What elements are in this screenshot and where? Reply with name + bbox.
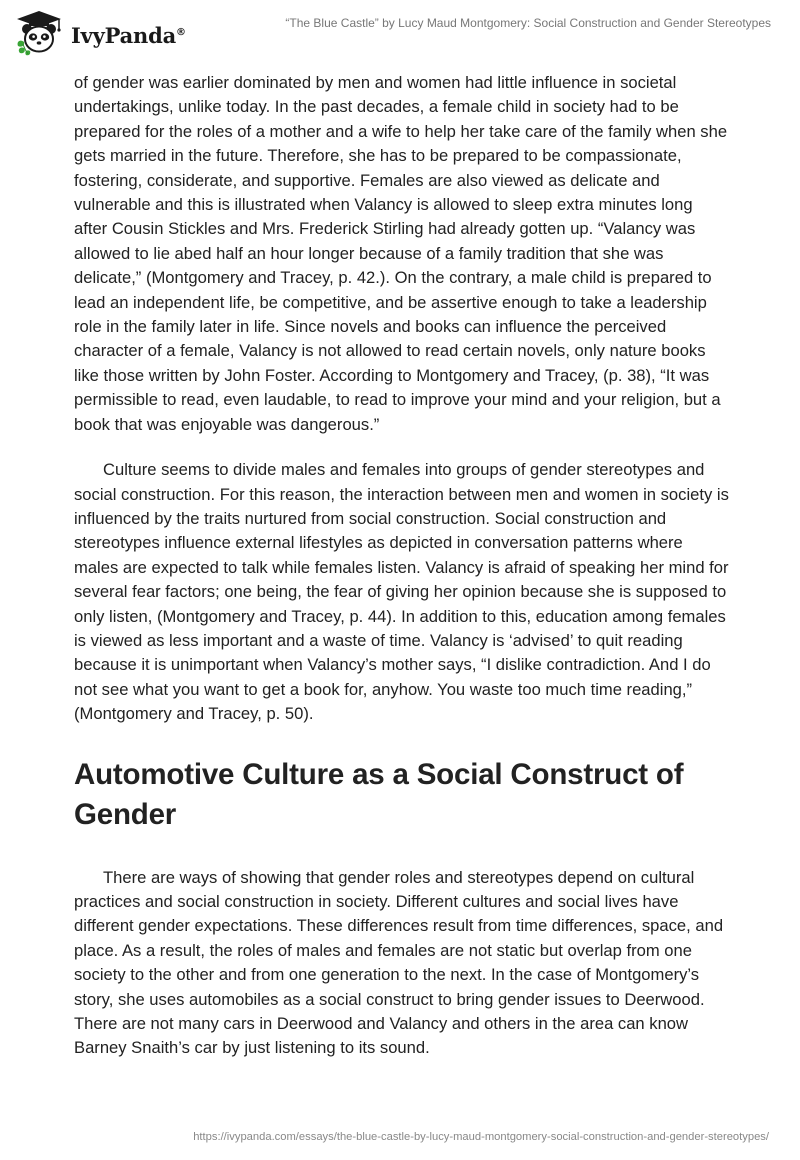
registered-mark: ® [176, 26, 186, 38]
page-header [0, 0, 800, 62]
body-paragraph: of gender was earlier dominated by men and women had little influence in societal undertakings, unlike today. In the past decades, a female child in society had to be prepared for the roles of a mother and a wife to help her take care of the family when she gets married in the future. Therefore, she has to be prepared to be compassionate, fostering, considerate, and supportive. Females are also viewed as delicate and vulnerable and this is illustrated when Valancy is allowed to sleep extra minutes long after Cousin Stickles and Mrs. Frederick Stirling had already gotten up. “Valancy was allowed to lie abed half an hour longer because of a family tradition that she was delicate,” (Montgomery and Tracey, p. 42.). On the contrary, a male child is prepared to lead an independent life, be competitive, and be assertive enough to take a leadership role in the family later in life. Since novels and books can influence the perceived character of a female, Valancy is not allowed to read certain novels, only nature books like those written by John Foster. According to Montgomery and Tracey, (p. 38), “It was permissible to read, even laudable, to read to improve your mind and your religion, but a book that was enjoyable was dangerous.” [74, 73, 728, 434]
essay-body [74, 71, 730, 1061]
body-paragraph: Culture seems to divide males and females into groups of gender stereotypes and social construction. For this reason, the interaction between men and women in society is influenced by the traits nurtured from social construction. Social construction and stereotypes influence external lifestyles as depicted in conversation patterns where males are expected to talk while females listen. Valancy is afraid of speaking her mind for several fear factors; one being, the fear of giving her opinion because she is supposed to only listen, (Montgomery and Tracey, p. 44). In addition to this, education among females is viewed as less important and a waste of time. Valancy is ‘advised’ to quit reading because it is unimportant when Valancy’s mother says, “I dislike contradiction. And I do not see what you want to get a book for, anyhow. You waste too much time reading,” (Montgomery and Tracey, p. 50). [74, 460, 729, 724]
source-url-link[interactable]: https://ivypanda.com/essays/the-blue-castle-by-lucy-maud-montgomery-social-construction-and-gender-stereotypes/ [193, 1131, 769, 1143]
section-heading: Automotive Culture as a Social Construct of Gender [74, 757, 684, 831]
panda-mascot-icon [14, 8, 64, 58]
body-paragraph: There are ways of showing that gender roles and stereotypes depend on cultural practices and social construction in society. Different cultures and social lives have different gender expectations. These differences result from time differences, space, and place. As a result, the roles of males and females are not static but overlap from one society to the other and from one generation to the next. In the case of Montgomery’s story, she uses automobiles as a social construct to bring gender issues to Deerwood. There are not many cars in Deerwood and Valancy and others in the area can know Barney Snaith’s car by just listening to its sound. [74, 867, 724, 1058]
ivypanda-logo[interactable] [14, 8, 186, 58]
document-title: “The Blue Castle” by Lucy Maud Montgomery: Social Construction and Gender Stereotypes [285, 16, 771, 30]
brand-name: IvyPanda® [71, 22, 186, 48]
